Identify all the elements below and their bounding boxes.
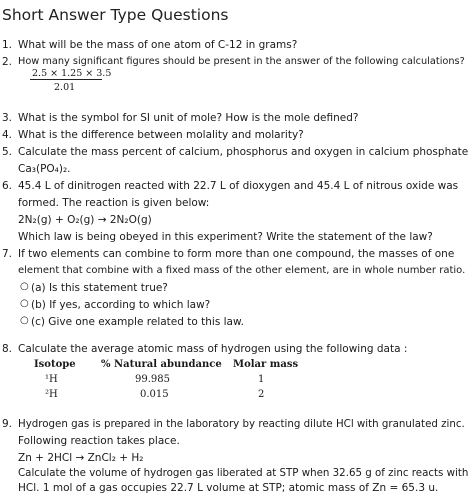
q7-line1: If two elements can combine to form more than one compound, the masses of one	[18, 248, 455, 260]
q2-denominator: 2.01	[54, 82, 76, 93]
q9-line4: HCl. 1 mol of a gas occupies 22.7 L volume at STP; atomic mass of Zn = 65.3 u.	[18, 482, 439, 494]
q7-line2: element that combine with a fixed mass of the other element, are in whole number ratio.	[18, 265, 466, 276]
q5-line1: Calculate the mass percent of calcium, phosphorus and oxygen in calcium phosphate	[18, 146, 469, 158]
table-cell: ¹H	[45, 374, 58, 385]
fraction-bar	[30, 79, 102, 80]
q7-number: 7.	[2, 248, 13, 260]
q9-number: 9.	[2, 418, 13, 430]
table-cell: 2	[258, 389, 265, 400]
page-title: Short Answer Type Questions	[2, 6, 229, 24]
q6-line2: formed. The reaction is given below:	[18, 197, 210, 209]
q9-line3: Calculate the volume of hydrogen gas liberated at STP when 32.65 g of zinc reacts with	[18, 467, 469, 479]
q3-text: What is the symbol for SI unit of mole? How is the mole defined?	[18, 112, 359, 124]
q6-line3: Which law is being obeyed in this experiment? Write the statement of the law?	[18, 231, 433, 243]
q8-text: Calculate the average atomic mass of hydrogen using the following data :	[18, 343, 408, 355]
bullet-icon: ○	[20, 298, 29, 309]
q9-equation: Zn + 2HCl → ZnCl₂ + H₂	[18, 452, 144, 464]
q4-text: What is the difference between molality and molarity?	[18, 129, 304, 141]
q3-number: 3.	[2, 112, 13, 124]
q1-text: What will be the mass of one atom of C-12 in grams?	[18, 39, 298, 51]
q6-line1: 45.4 L of dinitrogen reacted with 22.7 L of dioxygen and 45.4 L of nitrous oxide was	[18, 180, 459, 192]
table-cell: 1	[258, 374, 265, 385]
bullet-icon: ○	[20, 315, 29, 326]
q9-line2: Following reaction takes place.	[18, 435, 180, 447]
q7-part-b: (b) If yes, according to which law?	[31, 299, 211, 311]
q6-equation: 2N₂(g) + O₂(g) → 2N₂O(g)	[18, 214, 152, 226]
q5-number: 5.	[2, 146, 13, 158]
table-cell: ²H	[45, 389, 58, 400]
q7-part-c: (c) Give one example related to this law.	[31, 316, 244, 328]
table-header-isotope: Isotope	[34, 359, 76, 370]
bullet-icon: ○	[20, 281, 29, 292]
table-cell: 99.985	[135, 374, 170, 385]
q2-numerator: 2.5 × 1.25 × 3.5	[32, 68, 112, 79]
q7-part-a: (a) Is this statement true?	[31, 282, 168, 294]
q5-line2: Ca₃(PO₄)₂.	[18, 163, 71, 175]
q8-number: 8.	[2, 343, 13, 355]
q1-number: 1.	[2, 39, 13, 51]
table-header-abundance: % Natural abundance	[101, 359, 222, 370]
q2-number: 2.	[2, 56, 13, 68]
q6-number: 6.	[2, 180, 13, 192]
q9-line1: Hydrogen gas is prepared in the laboratory by reacting dilute HCl with granulated zinc.	[18, 418, 465, 430]
table-cell: 0.015	[140, 389, 169, 400]
q4-number: 4.	[2, 129, 13, 141]
table-header-molar-mass: Molar mass	[233, 359, 299, 370]
q2-text: How many significant figures should be present in the answer of the following calculations?	[18, 56, 465, 67]
